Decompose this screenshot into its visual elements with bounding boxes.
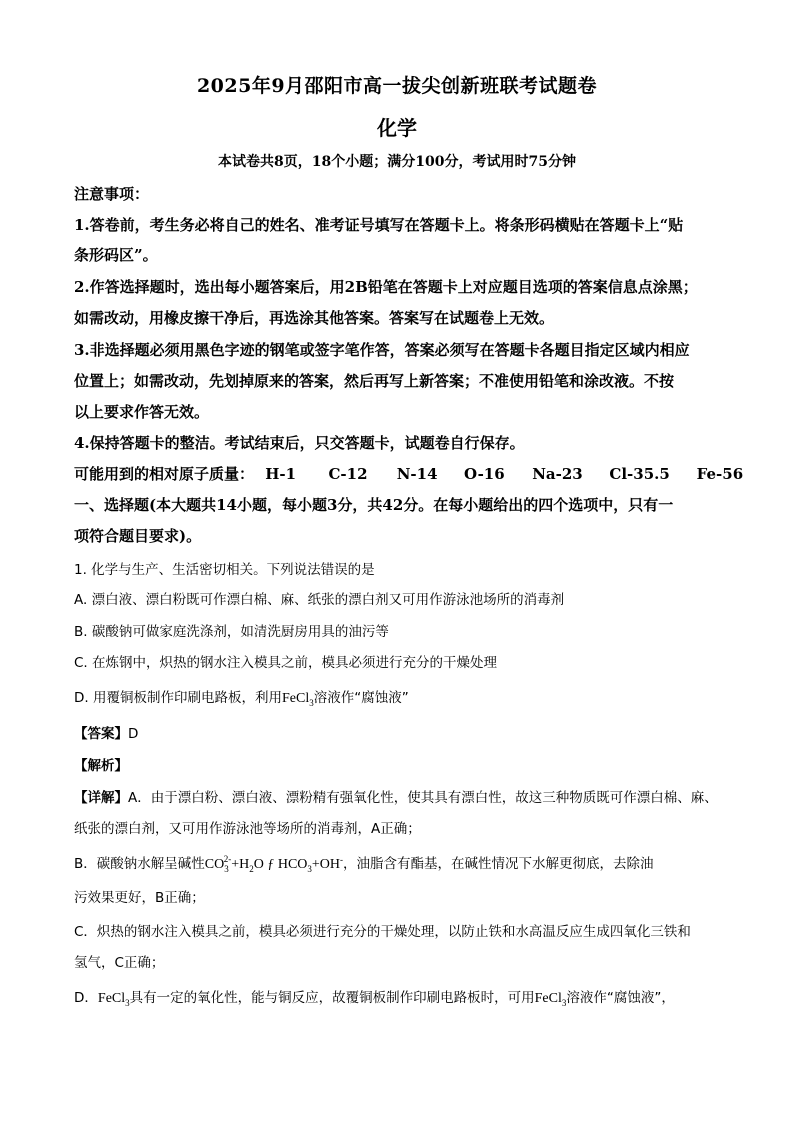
notice-3-line-3: 以上要求作答无效。 (74, 403, 210, 421)
atomic-mass-item: O-16 (463, 465, 505, 483)
section-1-line-1: 一、选择题(本大题共14小题，每小题3分，共42分。在每小题给出的四个选项中，只有一 (74, 496, 674, 514)
analysis-tag: 【解析】 (74, 758, 128, 774)
notice-3-line-1: 3.非选择题必须用黑色字迹的钢笔或签字笔作答，答案必须写在答题卡各题目指定区域内相应 (74, 341, 690, 359)
notice-2-line-1: 2.作答选择题时，选出每小题答案后，用2B铅笔在答题卡上对应题目选项的答案信息点涂黑； (74, 278, 698, 296)
ionic-equation: $CO_3^{2-}+H_2O$ ƒ $HCO_3+OH^-$ (204, 854, 344, 874)
subject-title: 化学 (377, 116, 417, 140)
atomic-mass-label: 可能用到的相对原子质量： (74, 465, 255, 483)
atomic-mass-item: H-1 (265, 465, 297, 483)
detail-d-line-1: D．FeCl$_3$具有一定的氧化性，能与铜反应，故覆铜板制作印刷电路板时，可用FeCl$_3$溶液作“腐蚀液”， (74, 990, 675, 1008)
notice-2-line-2: 如需改动，用橡皮擦干净后，再选涂其他答案。答案写在试题卷上无效。 (74, 309, 555, 327)
section-1-line-2: 项符合题目要求)。 (74, 527, 202, 545)
atomic-mass-item: Na-23 (532, 465, 583, 483)
atomic-mass-item: N-14 (396, 465, 438, 483)
atomic-mass-item: Fe-56 (696, 465, 744, 483)
atomic-mass-item: C-12 (328, 465, 368, 483)
notice-4: 4.保持答题卡的整洁。考试结束后，只交答题卡，试题卷自行保存。 (74, 434, 525, 452)
answer-value: D (128, 726, 139, 742)
notice-1-line-2: 条形码区”。 (74, 246, 158, 264)
question-1-stem: 1. 化学与生产、生活密切相关。下列说法错误的是 (74, 562, 375, 578)
answer-line (74, 722, 138, 742)
page-title: 2025年9月邵阳市高一拔尖创新班联考试题卷 (196, 75, 598, 97)
notice-3-line-2: 位置上；如需改动，先划掉原来的答案，然后再写上新答案；不准使用铅笔和涂改液。不按 (74, 372, 675, 390)
detail-a-line-1: 【详解】A．由于漂白粉、漂白液、漂粉精有强氧化性，使其具有漂白性，故这三种物质既可作漂白棉、麻、 (74, 790, 718, 806)
detail-c-line-2: 氢气，C正确； (74, 955, 165, 971)
detail-tag: 【详解】 (74, 790, 128, 806)
answer-tag: 【答案】 (74, 726, 128, 742)
question-1-option-a: A. 漂白液、漂白粉既可作漂白棉、麻、纸张的漂白剂又可用作游泳池场所的消毒剂 (74, 592, 565, 608)
question-1-option-b: B. 碳酸钠可做家庭洗涤剂，如清洗厨房用具的油污等 (74, 624, 389, 640)
detail-b-line-1: B．碳酸钠水解呈碱性$CO_3^{2-}+H_2O$ ƒ $HCO_3+OH^-$，油脂含有酯基，在碱性情况下水解更彻底，去除油 (74, 854, 654, 874)
notice-1-line-1: 1.答卷前，考生务必将自己的姓名、准考证号填写在答题卡上。将条形码横贴在答题卡上“贴 (74, 216, 684, 234)
atomic-mass-item: Cl-35.5 (609, 465, 670, 483)
detail-c-line-1: C．炽热的钢水注入模具之前，模具必须进行充分的干燥处理，以防止铁和水高温反应生成四氧化三铁和 (74, 924, 691, 940)
atomic-mass-row (74, 463, 743, 484)
detail-a-line-2: 纸张的漂白剂，又可用作游泳池等场所的消毒剂，A正确； (74, 821, 421, 837)
exam-info: 本试卷共8页，18个小题；满分100分，考试用时75分钟 (218, 154, 576, 170)
formula-fecl3: FeCl$_3$ (534, 991, 567, 1008)
detail-b-line-2: 污效果更好，B正确； (74, 890, 205, 906)
notice-heading: 注意事项： (74, 185, 150, 203)
question-1-option-c: C. 在炼钢中，炽热的钢水注入模具之前，模具必须进行充分的干燥处理 (74, 655, 498, 671)
formula-fecl3: FeCl$_3$ (281, 691, 314, 708)
question-1-option-d: D. 用覆铜板制作印刷电路板，利用FeCl$_3$溶液作“腐蚀液” (74, 690, 409, 708)
formula-fecl3: FeCl$_3$ (97, 991, 130, 1008)
